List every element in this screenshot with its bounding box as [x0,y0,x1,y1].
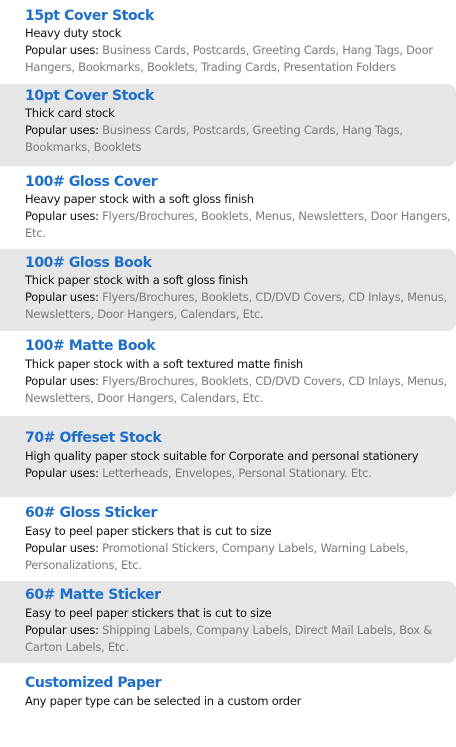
paper-description: Heavy duty stock [25,26,122,40]
paper-description: Thick paper stock with a soft textured matte finish [25,357,303,371]
popular-uses-label: Popular uses: [25,541,99,555]
paper-description: Any paper type can be selected in a custom order [25,694,302,708]
popular-uses-list: Flyers/Brochures, Booklets, Menus, Newsletters, Door Hangers, Etc. [25,209,451,240]
paper-description: High quality paper stock suitable for Corporate and personal stationery [25,449,419,463]
paper-title: 100# Gloss Cover [25,174,158,190]
popular-uses [25,540,453,574]
paper-item-10pt-cover [0,84,456,166]
popular-uses [25,465,453,482]
popular-uses [25,42,453,76]
popular-uses-list: Business Cards, Postcards, Greeting Cards, Hang Tags, Bookmarks, Booklets [25,123,403,154]
paper-item-60-gloss-sticker [0,497,456,581]
paper-title: 100# Gloss Book [25,255,152,271]
paper-description: Easy to peel paper stickers that is cut to size [25,606,272,620]
paper-description: Thick card stock [25,106,115,120]
popular-uses [25,373,453,407]
paper-title: Customized Paper [25,675,162,691]
popular-uses [25,122,453,156]
paper-description: Thick paper stock with a soft gloss finish [25,273,248,287]
popular-uses [25,622,453,656]
popular-uses-label: Popular uses: [25,123,99,137]
popular-uses-label: Popular uses: [25,209,99,223]
paper-item-15pt-cover [0,0,456,84]
paper-description: Heavy paper stock with a soft gloss finish [25,192,254,206]
paper-item-100-gloss-cover [0,166,456,248]
paper-item-100-gloss-book [0,249,456,331]
paper-item-customized [0,663,456,747]
popular-uses [25,289,453,323]
paper-title: 15pt Cover Stock [25,8,154,24]
popular-uses-list: Letterheads, Envelopes, Personal Stationary. Etc. [102,466,372,480]
paper-title: 60# Matte Sticker [25,587,161,603]
paper-item-100-matte-book [0,331,456,415]
paper-item-70-offset-stock [0,416,456,497]
popular-uses-list: Flyers/Brochures, Booklets, CD/DVD Covers, CD Inlays, Menus, Newsletters, Door Hangers, Calendars, Etc. [25,374,447,405]
popular-uses [25,208,453,242]
popular-uses-label: Popular uses: [25,374,99,388]
paper-item-60-matte-sticker [0,581,456,663]
paper-title: 60# Gloss Sticker [25,505,157,521]
paper-description: Easy to peel paper stickers that is cut to size [25,524,272,538]
popular-uses-list: Business Cards, Postcards, Greeting Cards, Hang Tags, Door Hangers, Bookmarks, Booklets, Trading Cards, Presentation Folders [25,43,433,74]
popular-uses-label: Popular uses: [25,290,99,304]
popular-uses-label: Popular uses: [25,623,99,637]
popular-uses-list: Shipping Labels, Company Labels, Direct Mail Labels, Box & Carton Labels, Etc. [25,623,432,654]
paper-title: 100# Matte Book [25,338,156,354]
popular-uses-label: Popular uses: [25,43,99,57]
popular-uses-label: Popular uses: [25,466,99,480]
paper-title: 10pt Cover Stock [25,88,154,104]
popular-uses-list: Flyers/Brochures, Booklets, CD/DVD Covers, CD Inlays, Menus, Newsletters, Door Hangers, Calendars, Etc. [25,290,447,321]
paper-title: 70# Offeset Stock [25,430,162,446]
popular-uses-list: Promotional Stickers, Company Labels, Warning Labels, Personalizations, Etc. [25,541,409,572]
